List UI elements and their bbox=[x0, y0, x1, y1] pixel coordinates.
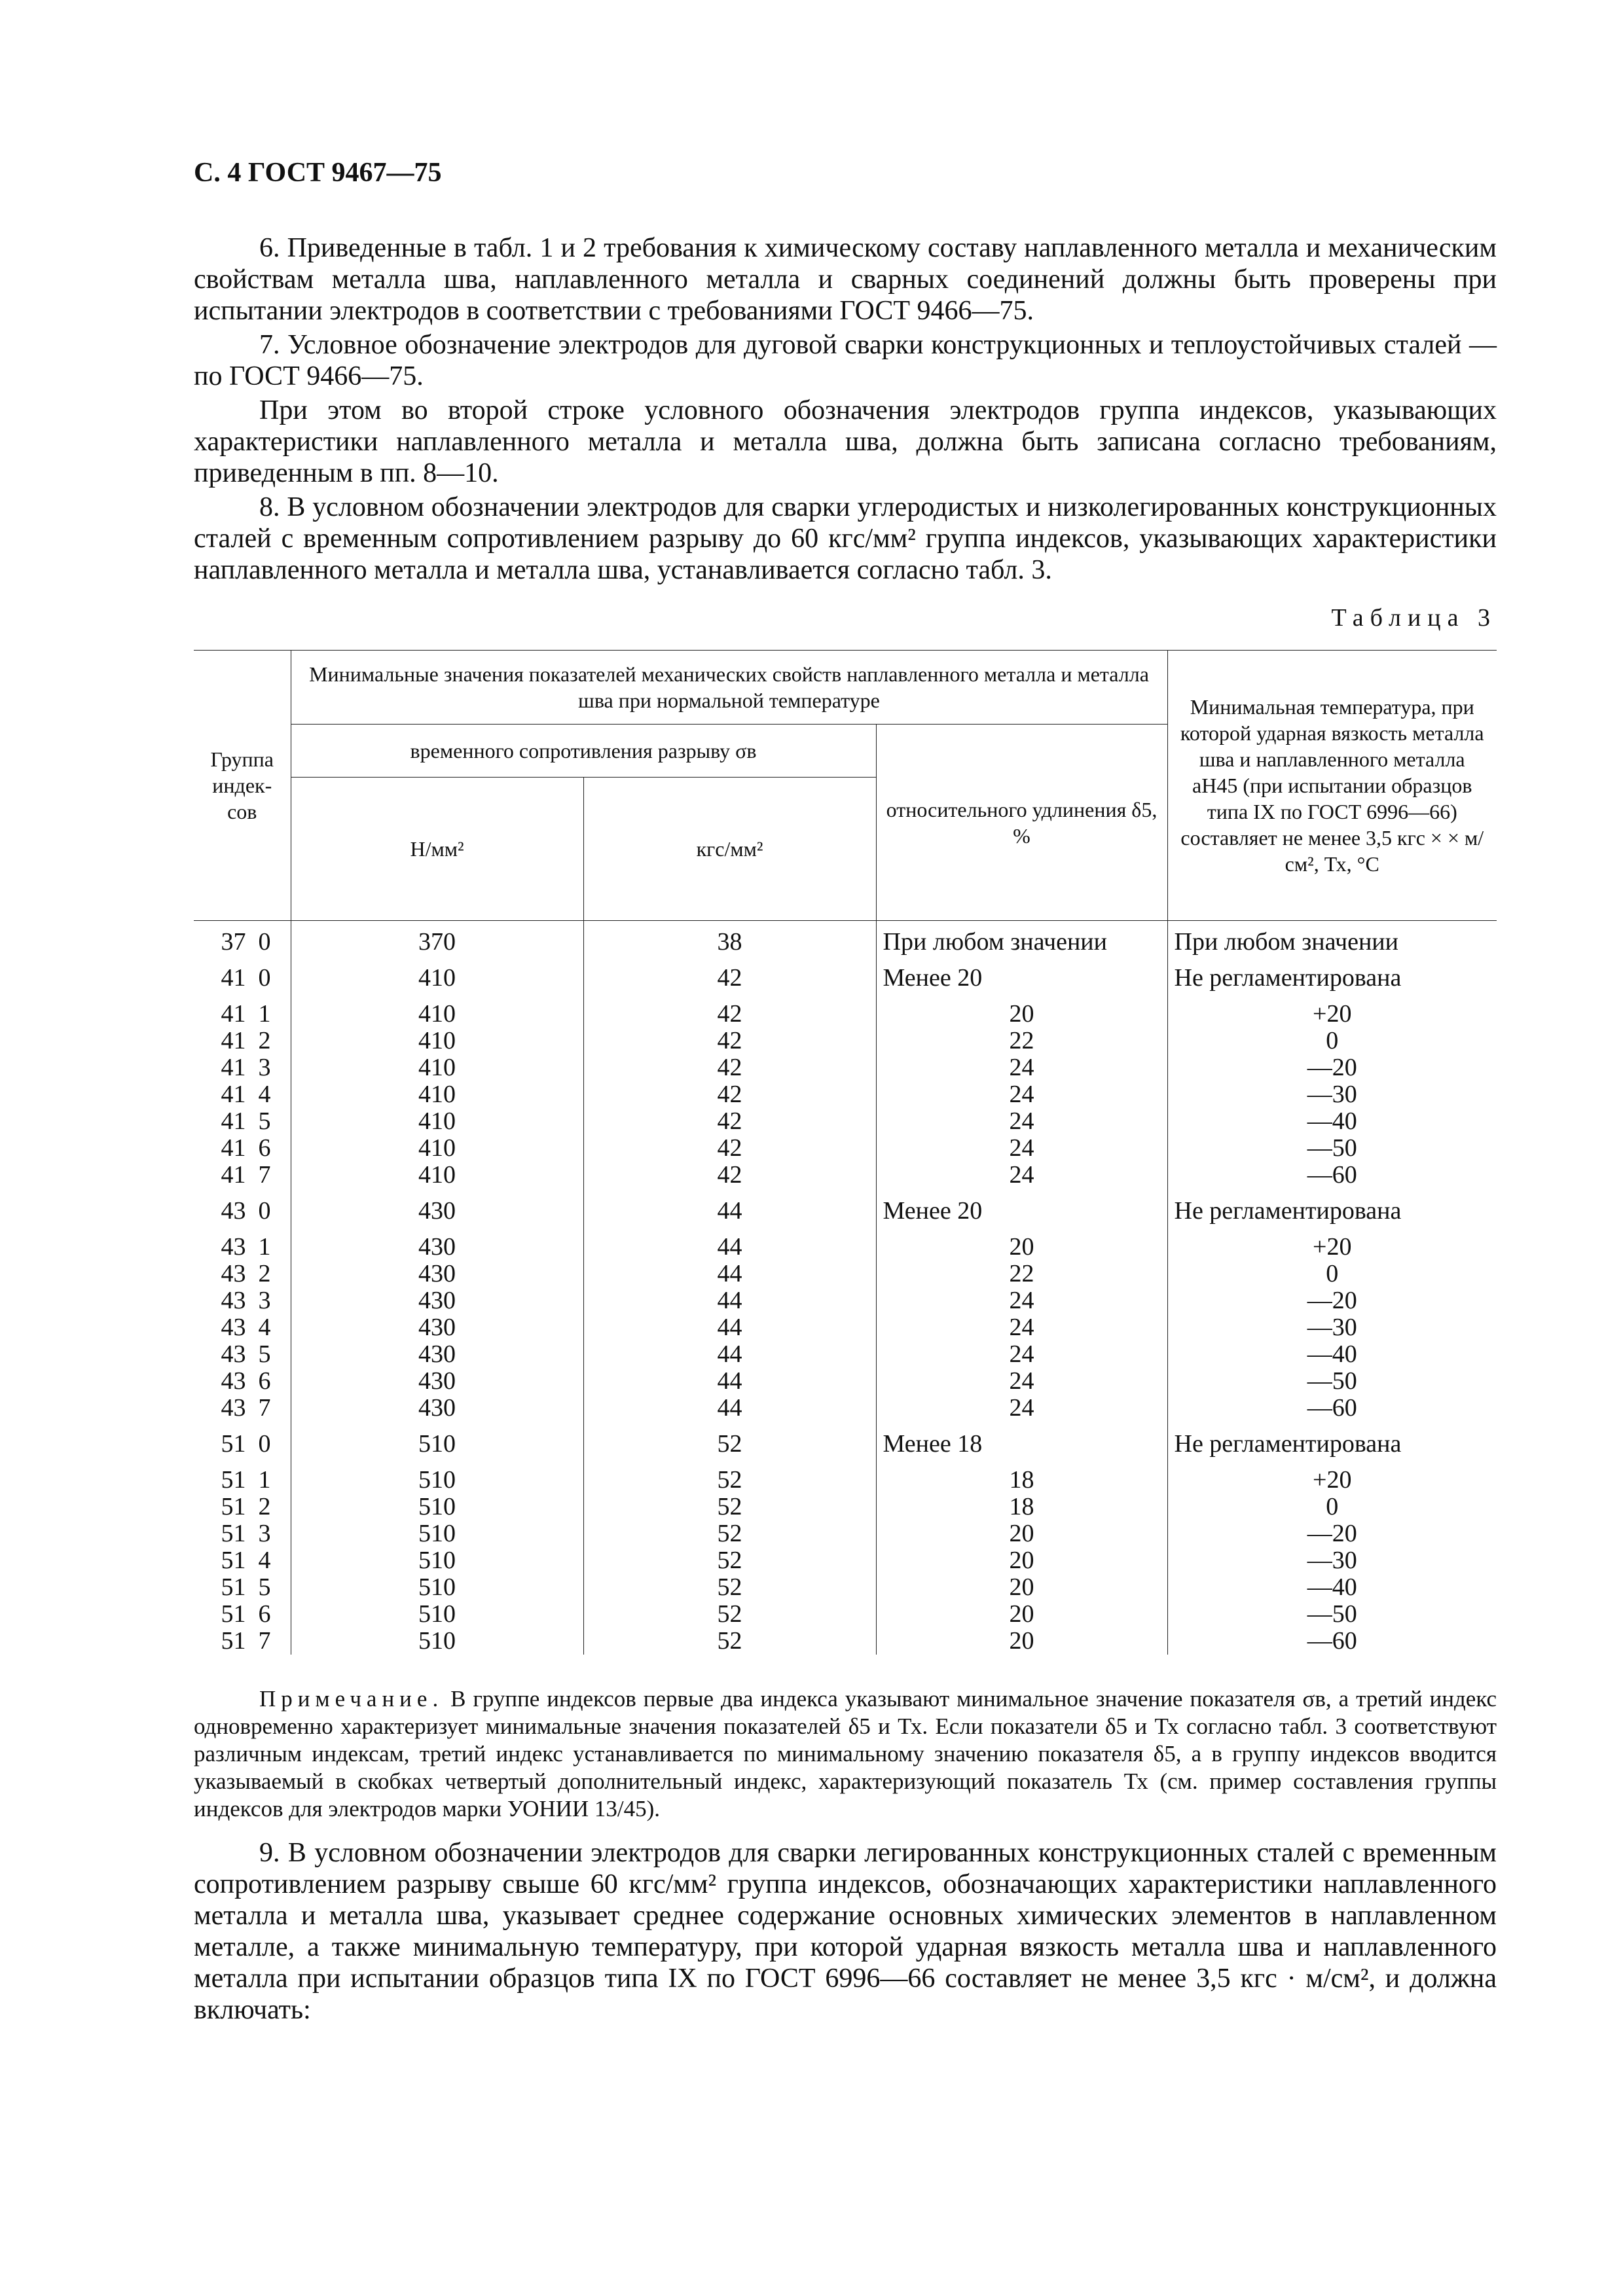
cell-temp: —40 bbox=[1167, 1108, 1497, 1135]
cell-group: 43 7 bbox=[221, 1394, 271, 1422]
table-row bbox=[194, 1081, 1497, 1108]
cell-elong: 20 bbox=[876, 1601, 1167, 1628]
cell-group: 41 1 bbox=[221, 1000, 271, 1028]
cell-elong: 24 bbox=[876, 1108, 1167, 1135]
cell-n-mm2: 510 bbox=[291, 1547, 583, 1574]
cell-group: 41 5 bbox=[221, 1107, 271, 1135]
cell-n-mm2: 430 bbox=[291, 1341, 583, 1368]
cell-elong: 24 bbox=[876, 1162, 1167, 1189]
cell-kgs-mm2: 44 bbox=[583, 1287, 876, 1314]
cell-kgs-mm2: 38 bbox=[583, 921, 876, 956]
cell-temp: Не регламентирована bbox=[1167, 1422, 1497, 1458]
cell-kgs-mm2: 42 bbox=[583, 1108, 876, 1135]
cell-group: 51 5 bbox=[221, 1573, 271, 1601]
table-row bbox=[194, 992, 1497, 1028]
table-row bbox=[194, 1422, 1497, 1458]
cell-group: 43 1 bbox=[221, 1233, 271, 1261]
cell-kgs-mm2: 44 bbox=[583, 1189, 876, 1225]
table-row bbox=[194, 1601, 1497, 1628]
cell-group: 43 0 bbox=[221, 1197, 271, 1225]
cell-kgs-mm2: 52 bbox=[583, 1520, 876, 1547]
cell-temp: —50 bbox=[1167, 1135, 1497, 1162]
cell-elong: Менее 20 bbox=[876, 1189, 1167, 1225]
cell-kgs-mm2: 44 bbox=[583, 1395, 876, 1422]
table-row bbox=[194, 1341, 1497, 1368]
cell-kgs-mm2: 52 bbox=[583, 1574, 876, 1601]
cell-temp: +20 bbox=[1167, 1225, 1497, 1261]
cell-temp: —40 bbox=[1167, 1341, 1497, 1368]
table-row bbox=[194, 1395, 1497, 1422]
table-note bbox=[194, 1685, 1497, 1823]
cell-temp: —50 bbox=[1167, 1601, 1497, 1628]
table-row bbox=[194, 1189, 1497, 1225]
cell-temp: Не регламентирована bbox=[1167, 1189, 1497, 1225]
header-group: Группа индек-сов bbox=[194, 651, 291, 921]
cell-temp: 0 bbox=[1167, 1261, 1497, 1287]
cell-group: 51 3 bbox=[221, 1520, 271, 1547]
cell-group: 41 2 bbox=[221, 1027, 271, 1054]
cell-n-mm2: 370 bbox=[291, 921, 583, 956]
table-row bbox=[194, 1314, 1497, 1341]
cell-elong: 24 bbox=[876, 1368, 1167, 1395]
cell-kgs-mm2: 52 bbox=[583, 1628, 876, 1655]
cell-n-mm2: 410 bbox=[291, 992, 583, 1028]
cell-n-mm2: 430 bbox=[291, 1368, 583, 1395]
table-row bbox=[194, 1261, 1497, 1287]
cell-group: 51 1 bbox=[221, 1466, 271, 1494]
cell-temp: —60 bbox=[1167, 1395, 1497, 1422]
cell-group: 43 4 bbox=[221, 1314, 271, 1341]
cell-kgs-mm2: 44 bbox=[583, 1341, 876, 1368]
cell-n-mm2: 510 bbox=[291, 1520, 583, 1547]
table-row bbox=[194, 1574, 1497, 1601]
cell-temp: —30 bbox=[1167, 1081, 1497, 1108]
cell-elong: 18 bbox=[876, 1458, 1167, 1494]
cell-temp: —20 bbox=[1167, 1520, 1497, 1547]
cell-temp: При любом значении bbox=[1167, 921, 1497, 956]
cell-n-mm2: 410 bbox=[291, 956, 583, 992]
note-label: Примечание. bbox=[259, 1686, 444, 1712]
cell-kgs-mm2: 44 bbox=[583, 1225, 876, 1261]
table-header bbox=[194, 651, 1497, 921]
cell-n-mm2: 410 bbox=[291, 1162, 583, 1189]
cell-temp: 0 bbox=[1167, 1028, 1497, 1054]
cell-kgs-mm2: 52 bbox=[583, 1547, 876, 1574]
cell-group: 41 6 bbox=[221, 1134, 271, 1162]
cell-temp: —30 bbox=[1167, 1547, 1497, 1574]
cell-n-mm2: 510 bbox=[291, 1422, 583, 1458]
header-kgs-mm2: кгс/мм² bbox=[583, 778, 876, 921]
cell-elong: 22 bbox=[876, 1261, 1167, 1287]
cell-group: 43 6 bbox=[221, 1367, 271, 1395]
cell-n-mm2: 430 bbox=[291, 1189, 583, 1225]
header-elong: относительного удлинения δ5, % bbox=[876, 725, 1167, 921]
cell-temp: 0 bbox=[1167, 1494, 1497, 1520]
cell-group: 51 6 bbox=[221, 1600, 271, 1628]
header-sigma: временного сопротивления разрыву σв bbox=[291, 725, 876, 778]
paragraph-9: 9. В условном обозначении электродов для сварки легированных конструкционных сталей с временным сопротивлением разрыву свыше 60 кгс/мм² группа индексов, обозначающих характеристики наплавленного металла и металла шва, указывает среднее содержание основных химических элементов в наплавленном металле, а также минимальную температуру, при которой ударная вязкость металла шва и наплавленного металла при испытании образцов типа IX по ГОСТ 6996—66 составляет не менее 3,5 кгс · м/см², и должна включать: bbox=[194, 1838, 1497, 2025]
cell-temp: +20 bbox=[1167, 1458, 1497, 1494]
cell-n-mm2: 430 bbox=[291, 1314, 583, 1341]
paragraph-6: 6. Приведенные в табл. 1 и 2 требования к химическому составу наплавленного металла и механическим свойствам металла шва, наплавленного металла и сварных соединений должны быть проверены при испытании электродов в соответствии с требованиями ГОСТ 9466—75. bbox=[194, 233, 1497, 326]
cell-kgs-mm2: 42 bbox=[583, 1162, 876, 1189]
table-row bbox=[194, 1028, 1497, 1054]
table-row bbox=[194, 1108, 1497, 1135]
cell-kgs-mm2: 52 bbox=[583, 1458, 876, 1494]
paragraph-7-cont: При этом во второй строке условного обозначения электродов группа индексов, указывающих характеристики наплавленного металла и металла шва, должна быть записана согласно требованиям, приведенным в пп. 8—10. bbox=[194, 395, 1497, 488]
cell-kgs-mm2: 44 bbox=[583, 1314, 876, 1341]
cell-n-mm2: 510 bbox=[291, 1601, 583, 1628]
cell-group: 51 4 bbox=[221, 1547, 271, 1574]
cell-group: 37 0 bbox=[221, 928, 271, 956]
table-row bbox=[194, 1628, 1497, 1655]
header-mech: Минимальные значения показателей механических свойств наплавленного металла и металла шва при нормальной температуре bbox=[291, 651, 1167, 725]
table-row bbox=[194, 1547, 1497, 1574]
paragraph-8: 8. В условном обозначении электродов для сварки углеродистых и низколегированных конструкционных сталей с временным сопротивлением разрыву до 60 кгс/мм² группа индексов, указывающих характеристики наплавленного металла и металла шва, устанавливается согласно табл. 3. bbox=[194, 492, 1497, 585]
table-row bbox=[194, 1494, 1497, 1520]
header-n-mm2: Н/мм² bbox=[291, 778, 583, 921]
cell-temp: —20 bbox=[1167, 1287, 1497, 1314]
intro-text bbox=[194, 232, 1497, 588]
cell-elong: Менее 18 bbox=[876, 1422, 1167, 1458]
cell-n-mm2: 410 bbox=[291, 1108, 583, 1135]
cell-elong: 24 bbox=[876, 1054, 1167, 1081]
cell-group: 51 7 bbox=[221, 1627, 271, 1655]
cell-temp: —60 bbox=[1167, 1628, 1497, 1655]
cell-elong: 24 bbox=[876, 1314, 1167, 1341]
cell-kgs-mm2: 52 bbox=[583, 1422, 876, 1458]
cell-kgs-mm2: 42 bbox=[583, 1054, 876, 1081]
cell-n-mm2: 410 bbox=[291, 1135, 583, 1162]
cell-elong: 24 bbox=[876, 1081, 1167, 1108]
cell-n-mm2: 510 bbox=[291, 1574, 583, 1601]
cell-elong: 20 bbox=[876, 1520, 1167, 1547]
page-header: С. 4 ГОСТ 9467—75 bbox=[194, 158, 442, 188]
cell-elong: 22 bbox=[876, 1028, 1167, 1054]
cell-kgs-mm2: 44 bbox=[583, 1261, 876, 1287]
cell-kgs-mm2: 52 bbox=[583, 1494, 876, 1520]
table-row bbox=[194, 1368, 1497, 1395]
cell-temp: Не регламентирована bbox=[1167, 956, 1497, 992]
cell-n-mm2: 410 bbox=[291, 1054, 583, 1081]
table-row bbox=[194, 1054, 1497, 1081]
cell-kgs-mm2: 42 bbox=[583, 956, 876, 992]
cell-elong: 20 bbox=[876, 992, 1167, 1028]
cell-kgs-mm2: 44 bbox=[583, 1368, 876, 1395]
cell-elong: 20 bbox=[876, 1628, 1167, 1655]
cell-n-mm2: 430 bbox=[291, 1395, 583, 1422]
cell-group: 41 0 bbox=[221, 964, 271, 992]
table-row bbox=[194, 921, 1497, 956]
cell-kgs-mm2: 42 bbox=[583, 992, 876, 1028]
table-row bbox=[194, 1225, 1497, 1261]
cell-temp: —40 bbox=[1167, 1574, 1497, 1601]
cell-n-mm2: 410 bbox=[291, 1028, 583, 1054]
cell-elong: 18 bbox=[876, 1494, 1167, 1520]
table-row bbox=[194, 1135, 1497, 1162]
cell-elong: 20 bbox=[876, 1547, 1167, 1574]
cell-kgs-mm2: 52 bbox=[583, 1601, 876, 1628]
cell-n-mm2: 510 bbox=[291, 1628, 583, 1655]
cell-elong: 24 bbox=[876, 1287, 1167, 1314]
table-row bbox=[194, 1287, 1497, 1314]
cell-n-mm2: 510 bbox=[291, 1494, 583, 1520]
table-row bbox=[194, 1458, 1497, 1494]
cell-temp: —60 bbox=[1167, 1162, 1497, 1189]
header-temp: Минимальная температура, при которой ударная вязкость металла шва и наплавленного металла aН45 (при испытании образцов типа IX по ГОСТ 6996—66) составляет не менее 3,5 кгс × × м/см², Тх, °С bbox=[1167, 651, 1497, 921]
cell-elong: 24 bbox=[876, 1395, 1167, 1422]
cell-group: 51 0 bbox=[221, 1430, 271, 1458]
cell-temp: —20 bbox=[1167, 1054, 1497, 1081]
table-3 bbox=[194, 650, 1497, 1655]
cell-n-mm2: 410 bbox=[291, 1081, 583, 1108]
cell-elong: Менее 20 bbox=[876, 956, 1167, 992]
cell-kgs-mm2: 42 bbox=[583, 1028, 876, 1054]
table-row bbox=[194, 956, 1497, 992]
cell-elong: 24 bbox=[876, 1135, 1167, 1162]
table-row bbox=[194, 1520, 1497, 1547]
cell-group: 43 5 bbox=[221, 1340, 271, 1368]
cell-group: 41 4 bbox=[221, 1081, 271, 1108]
cell-temp: +20 bbox=[1167, 992, 1497, 1028]
cell-kgs-mm2: 42 bbox=[583, 1081, 876, 1108]
table-row bbox=[194, 1162, 1497, 1189]
cell-group: 51 2 bbox=[221, 1493, 271, 1520]
cell-group: 41 7 bbox=[221, 1161, 271, 1189]
cell-n-mm2: 430 bbox=[291, 1225, 583, 1261]
cell-elong: При любом значении bbox=[876, 921, 1167, 956]
cell-temp: —50 bbox=[1167, 1368, 1497, 1395]
cell-group: 43 3 bbox=[221, 1287, 271, 1314]
note-text: В группе индексов первые два индекса указывают минимальное значение показателя σв, а третий индекс одновременно характеризует минимальные значения показателей δ5 и Тх. Если показатели δ5 и Тх согласно табл. 3 соответствуют различным индексам, третий индекс устанавливается по минимальному значению показателя δ5, а в группу индексов вводится указываемый в скобках четвертый дополнительный индекс, характеризующий показатель Тх (см. пример составления группы индексов для электродов марки УОНИИ 13/45). bbox=[194, 1686, 1497, 1821]
table-caption: Таблица 3 bbox=[1331, 604, 1497, 632]
note-block bbox=[194, 1685, 1497, 2028]
cell-elong: 24 bbox=[876, 1341, 1167, 1368]
table-body bbox=[194, 921, 1497, 1655]
cell-temp: —30 bbox=[1167, 1314, 1497, 1341]
cell-kgs-mm2: 42 bbox=[583, 1135, 876, 1162]
cell-elong: 20 bbox=[876, 1225, 1167, 1261]
cell-group: 41 3 bbox=[221, 1054, 271, 1081]
cell-elong: 20 bbox=[876, 1574, 1167, 1601]
paragraph-7: 7. Условное обозначение электродов для дуговой сварки конструкционных и теплоустойчивых сталей — по ГОСТ 9466—75. bbox=[194, 330, 1497, 391]
cell-n-mm2: 510 bbox=[291, 1458, 583, 1494]
cell-n-mm2: 430 bbox=[291, 1261, 583, 1287]
cell-n-mm2: 430 bbox=[291, 1287, 583, 1314]
cell-group: 43 2 bbox=[221, 1260, 271, 1287]
